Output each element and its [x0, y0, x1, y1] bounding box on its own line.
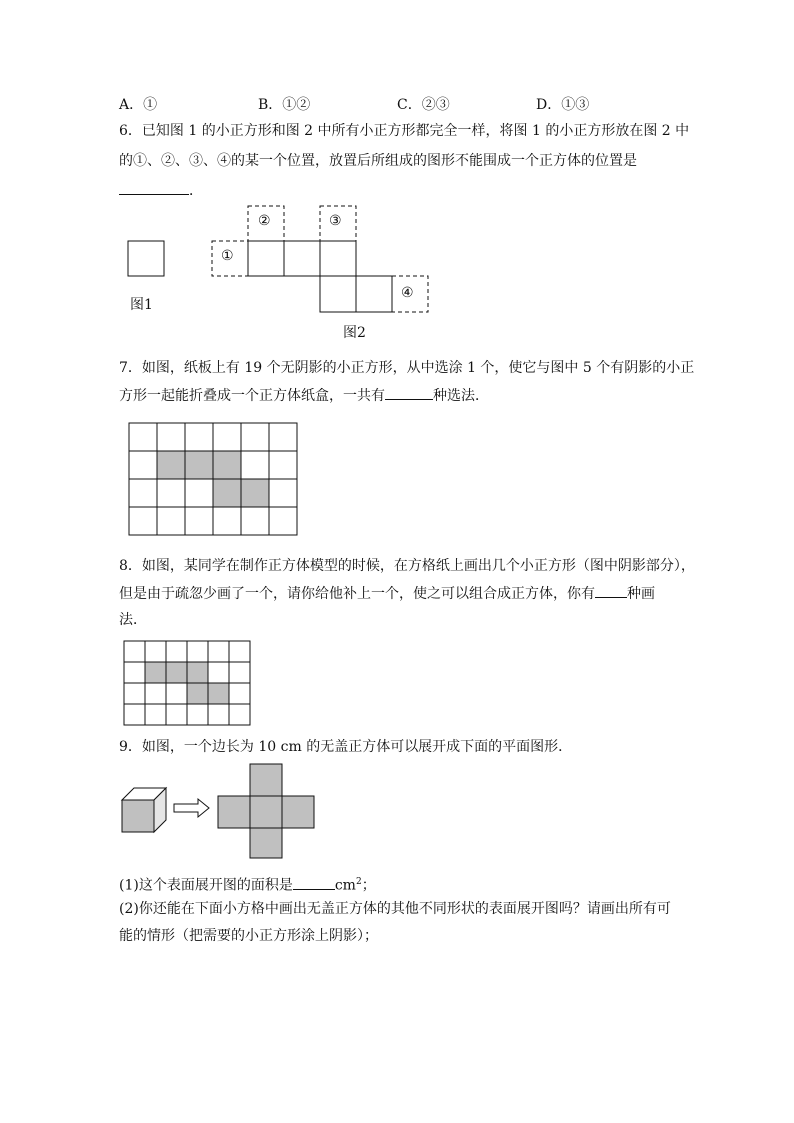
option-c: C．②③	[397, 97, 450, 113]
answer-blank	[293, 875, 335, 890]
fig1-label: 图1	[130, 297, 153, 313]
q6-line3-end: ．	[189, 183, 203, 199]
q9-sub2-line1: (2)你还能在下面小方格中画出无盖正方体的其他不同形状的表面展开图吗？请画出所有可	[119, 901, 671, 917]
mark-1: ①	[221, 248, 234, 264]
q7-line2-post: 种选法．	[433, 388, 489, 404]
fig2-label: 图2	[343, 325, 366, 341]
q8-line1: 8．如图，某同学在制作正方体模型的时候，在方格纸上画出几个小正方形（图中阴影部分），	[119, 558, 695, 574]
net-square	[218, 796, 250, 828]
option-d: D．①③	[536, 97, 590, 113]
net-square	[250, 828, 282, 858]
mark-3: ③	[329, 213, 342, 229]
net-square	[250, 796, 282, 828]
option-b: B．①②	[258, 97, 311, 113]
q9-sub1	[119, 872, 376, 896]
q8-line2-post: 种画	[627, 586, 655, 602]
cross-net	[218, 764, 314, 858]
q9-sub2-line2: 能的情形（把需要的小正方形涂上阴影）；	[119, 928, 378, 944]
net-square	[250, 764, 282, 796]
q9-sub1-end: ；	[361, 877, 376, 894]
q6-line1: 6．已知图 1 的小正方形和图 2 中所有小正方形都完全一样，将图 1 的小正方形放在图 2 中	[119, 123, 690, 139]
mark-2: ②	[258, 213, 271, 229]
net-square	[282, 796, 314, 828]
q9-sub1-unit: cm	[334, 877, 356, 894]
q7-line2-pre: 方形一起能折叠成一个正方体纸盒，一共有	[119, 388, 385, 404]
arrow-icon	[174, 799, 209, 817]
q9-sub1-pre: (1)这个表面展开图的面积是	[119, 877, 293, 894]
mark-4: ④	[401, 285, 414, 301]
q9-line1: 9．如图，一个边长为 10 cm 的无盖正方体可以展开成下面的平面图形．	[119, 739, 573, 755]
q6-line2: 的①、②、③、④的某一个位置，放置后所组成的图形不能围成一个正方体的位置是	[119, 153, 637, 169]
q9-sub1-exp: 2	[355, 877, 362, 887]
open-cube	[122, 788, 166, 832]
q8-line3: 法．	[119, 612, 147, 628]
option-a: A．①	[119, 97, 158, 113]
q7-line1: 7．如图，纸板上有 19 个无阴影的小正方形，从中选涂 1 个，使它与图中 5 个有阴影的小正	[119, 360, 695, 376]
q8-line2-pre: 但是由于疏忽少画了一个，请你给他补上一个，使之可以组合成正方体，你有	[119, 586, 595, 602]
